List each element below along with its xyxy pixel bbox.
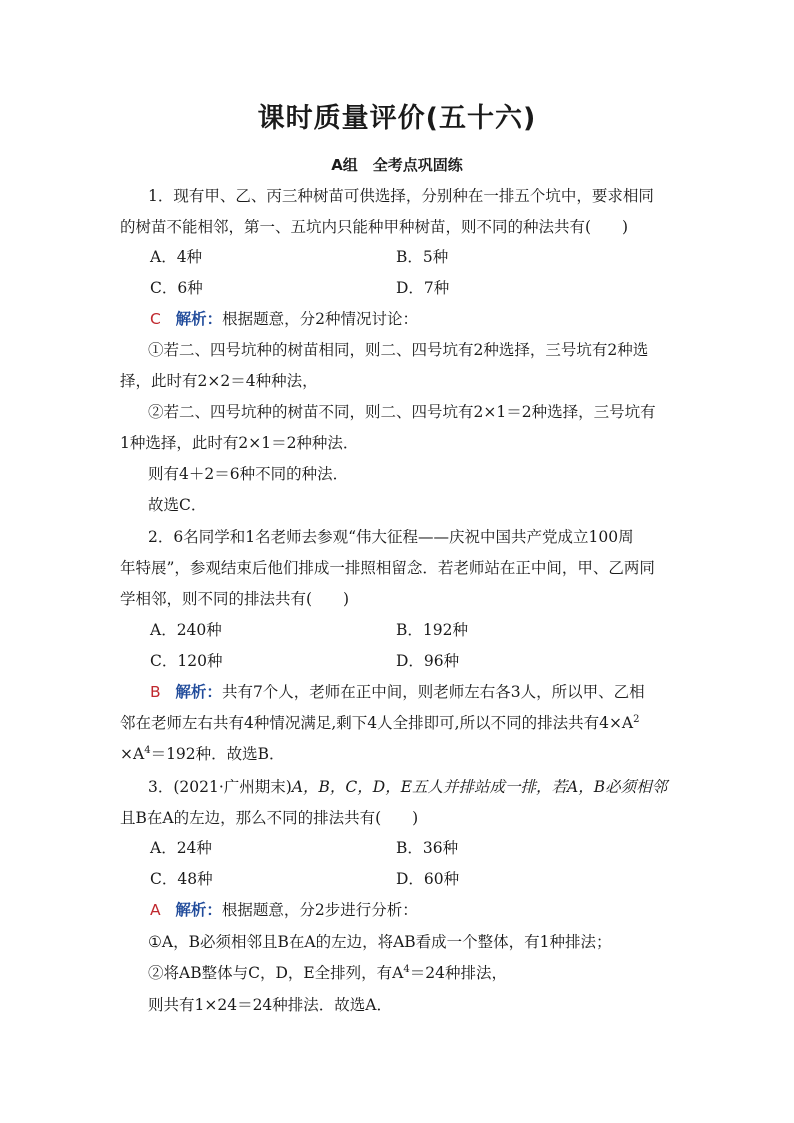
q2-analysis-text: 共有7个人，老师在正中间，则老师左右各3人，所以甲、乙相 bbox=[221, 683, 645, 701]
q1-option-a: A．4种 bbox=[150, 248, 203, 266]
q2-analysis-sup-1: 2 bbox=[633, 713, 640, 725]
q3-analysis-text-3b: ＝24种排法， bbox=[409, 964, 507, 982]
q3-analysis-text-3a: ②将AB整体与C，D，E全排列，有A bbox=[148, 964, 404, 982]
q1-analysis-line-5: 1种选择，此时有2×1＝2种种法． bbox=[120, 434, 359, 452]
q3-analysis-line-4: 则共有1×24＝24种排法．故选A． bbox=[148, 996, 392, 1014]
q1-option-b: B．5种 bbox=[396, 248, 449, 266]
q3-analysis-text: 根据题意，分2步进行分析： bbox=[221, 901, 418, 919]
q3-analysis-line-1 bbox=[150, 900, 418, 920]
q1-analysis-line-3: 择，此时有2×2＝4种种法， bbox=[120, 372, 318, 390]
section-heading: A组 全考点巩固练 bbox=[331, 156, 463, 174]
q3-analysis-line-2: ①A，B必须相邻且B在A的左边，将AB看成一个整体，有1种排法； bbox=[148, 933, 612, 951]
q1-answer: C bbox=[150, 310, 161, 328]
q2-stem-line-3: 学相邻，则不同的排法共有( ) bbox=[120, 590, 350, 608]
q1-analysis-line-1 bbox=[150, 309, 418, 329]
q2-option-c: C．120种 bbox=[150, 652, 223, 670]
q3-stem-text: A，B，C，D，E五人并排站成一排，若A，B必须相邻 bbox=[291, 778, 668, 796]
q2-analysis-text-2: 邻在老师左右共有4种情况满足,剩下4人全排即可,所以不同的排法共有4×A bbox=[120, 714, 634, 732]
q2-analysis-line-2 bbox=[120, 713, 640, 733]
q1-analysis-line-7: 故选C． bbox=[148, 496, 207, 514]
q2-answer: B bbox=[150, 683, 161, 701]
q1-option-d: D．7种 bbox=[396, 279, 450, 297]
q2-analysis-line-1 bbox=[150, 682, 645, 702]
q1-stem-line-1: 1．现有甲、乙、丙三种树苗可供选择，分别种在一排五个坑中，要求相同 bbox=[148, 187, 654, 205]
q3-option-a: A．24种 bbox=[150, 839, 212, 857]
q3-stem-line-1 bbox=[148, 777, 667, 797]
q3-analysis-line-3 bbox=[148, 963, 507, 983]
q3-answer: A bbox=[150, 901, 161, 919]
q2-option-b: B．192种 bbox=[396, 621, 468, 639]
q2-stem-line-2: 年特展”，参观结束后他们排成一排照相留念．若老师站在正中间，甲、乙两同 bbox=[120, 559, 655, 577]
q3-analysis-sup: 4 bbox=[403, 963, 410, 975]
q1-analysis-text: 根据题意，分2种情况讨论： bbox=[222, 310, 418, 328]
q3-analysis-label: 解析： bbox=[175, 901, 222, 919]
q1-analysis-line-6: 则有4＋2＝6种不同的种法． bbox=[148, 465, 349, 483]
q3-option-d: D．60种 bbox=[396, 870, 460, 888]
q1-analysis-line-4: ②若二、四号坑种的树苗不同，则二、四号坑有2×1＝2种选择，三号坑有 bbox=[148, 403, 656, 421]
q2-analysis-line-3 bbox=[120, 744, 285, 764]
q2-option-d: D．96种 bbox=[396, 652, 460, 670]
q1-option-c: C．6种 bbox=[150, 279, 203, 297]
q1-analysis-line-2: ①若二、四号坑种的树苗相同，则二、四号坑有2种选择，三号坑有2种选 bbox=[148, 341, 649, 359]
q2-analysis-sup-2: 4 bbox=[144, 744, 151, 756]
q2-option-a: A．240种 bbox=[150, 621, 222, 639]
q3-stem-source: 3．(2021·广州期末) bbox=[148, 778, 292, 796]
q2-stem-line-1: 2．6名同学和1名老师去参观“伟大征程——庆祝中国共产党成立100周 bbox=[148, 528, 634, 546]
q2-analysis-text-3b: ＝192种．故选B． bbox=[150, 745, 285, 763]
q3-option-c: C．48种 bbox=[150, 870, 213, 888]
q2-analysis-text-3a: ×A bbox=[120, 745, 145, 763]
q3-option-b: B．36种 bbox=[396, 839, 459, 857]
q2-analysis-label: 解析： bbox=[175, 683, 222, 701]
page-title: 课时质量评价(五十六) bbox=[257, 103, 537, 134]
q1-analysis-label: 解析： bbox=[175, 310, 223, 328]
q1-stem-line-2: 的树苗不能相邻，第一、五坑内只能种甲种树苗，则不同的种法共有( ) bbox=[120, 218, 629, 236]
q3-stem-line-2: 且B在A的左边，那么不同的排法共有( ) bbox=[120, 809, 419, 827]
